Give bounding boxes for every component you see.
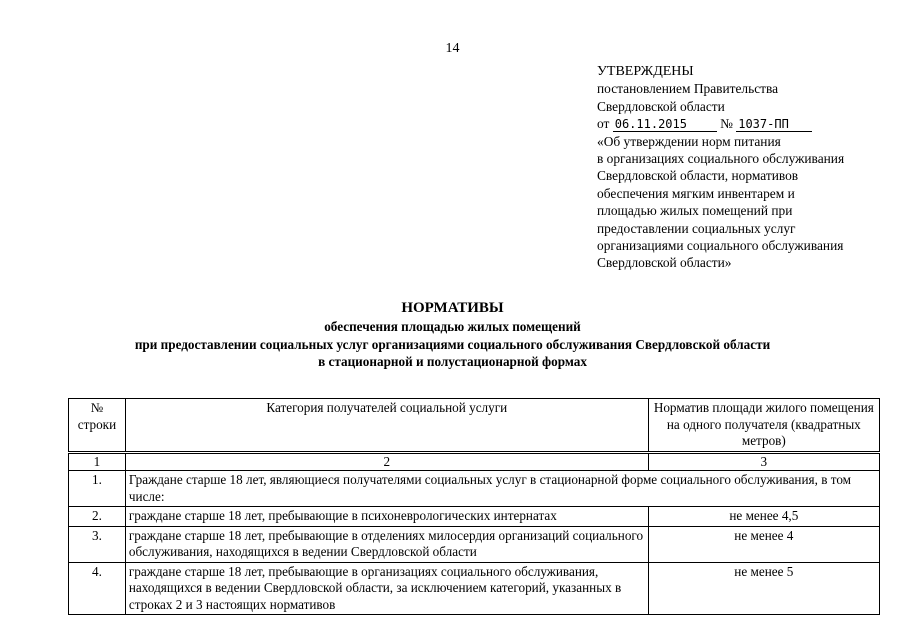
approval-date: 06.11.2015	[613, 117, 717, 132]
table-row	[69, 526, 880, 562]
approval-stamp	[597, 63, 897, 272]
date-prefix: от	[597, 116, 610, 132]
row-category: граждане старше 18 лет, пребывающие в отделениях милосердия организаций социального обслуживания, находящихся в ведении Свердловской области	[125, 526, 648, 562]
approval-line: в организациях социального обслуживания	[597, 151, 845, 167]
title-line: обеспечения площадью жилых помещений	[324, 319, 581, 334]
table-row	[69, 507, 880, 527]
row-category: граждане старше 18 лет, пребывающие в организациях социального обслуживания, находящихся в ведении Свердловской области, за исключением категорий, указанных в строках 2 и 3 настоящих нормативов	[125, 562, 648, 615]
approval-line: обеспечения мягким инвентарем и	[597, 185, 795, 201]
approval-line: «Об утверждении норм питания	[597, 133, 781, 149]
title-line: в стационарной и полустационарной формах	[318, 354, 587, 369]
row-norm: не менее 5	[648, 562, 879, 615]
approval-line: площадью жилых помещений при	[597, 203, 793, 219]
index-cell: 3	[648, 452, 879, 471]
index-cell: 2	[125, 452, 648, 471]
norms-table	[68, 398, 880, 615]
header-category: Категория получателей социальной услуги	[125, 399, 648, 453]
header-norm: Норматив площади жилого помещения на одного получателя (квадратных метров)	[648, 399, 879, 453]
approval-number: 1037-ПП	[736, 117, 812, 132]
table-index-row	[69, 452, 880, 471]
approval-line: Свердловской области»	[597, 255, 732, 271]
title-main: НОРМАТИВЫ	[401, 300, 504, 316]
approval-line: организациями социального обслуживания	[597, 238, 844, 254]
approval-line: Свердловской области	[597, 98, 725, 114]
row-category: Граждане старше 18 лет, являющиеся получателями социальных услуг в стационарной форме социального обслуживания, в том числе:	[125, 471, 879, 507]
row-number: 4.	[69, 562, 126, 615]
table-row	[69, 471, 880, 507]
row-category: граждане старше 18 лет, пребывающие в психоневрологических интернатах	[125, 507, 648, 527]
title-line: при предоставлении социальных услуг организациями социального обслуживания Свердловской области	[134, 336, 771, 352]
table-header-row	[69, 399, 880, 453]
index-cell: 1	[69, 452, 126, 471]
row-number: 3.	[69, 526, 126, 562]
row-norm: не менее 4	[648, 526, 879, 562]
approval-line: Свердловской области, нормативов	[597, 168, 799, 184]
approval-line: предоставлении социальных услуг	[597, 220, 796, 236]
approval-line: постановлением Правительства	[597, 81, 779, 97]
approval-date-line	[597, 115, 897, 132]
page-number: 14	[445, 41, 460, 56]
approval-heading: УТВЕРЖДЕНЫ	[597, 64, 694, 79]
document-title	[0, 299, 905, 371]
row-number: 2.	[69, 507, 126, 527]
table-row	[69, 562, 880, 615]
row-number: 1.	[69, 471, 126, 507]
number-prefix: №	[720, 116, 733, 132]
row-norm: не менее 4,5	[648, 507, 879, 527]
header-row-number: № строки	[69, 399, 126, 453]
